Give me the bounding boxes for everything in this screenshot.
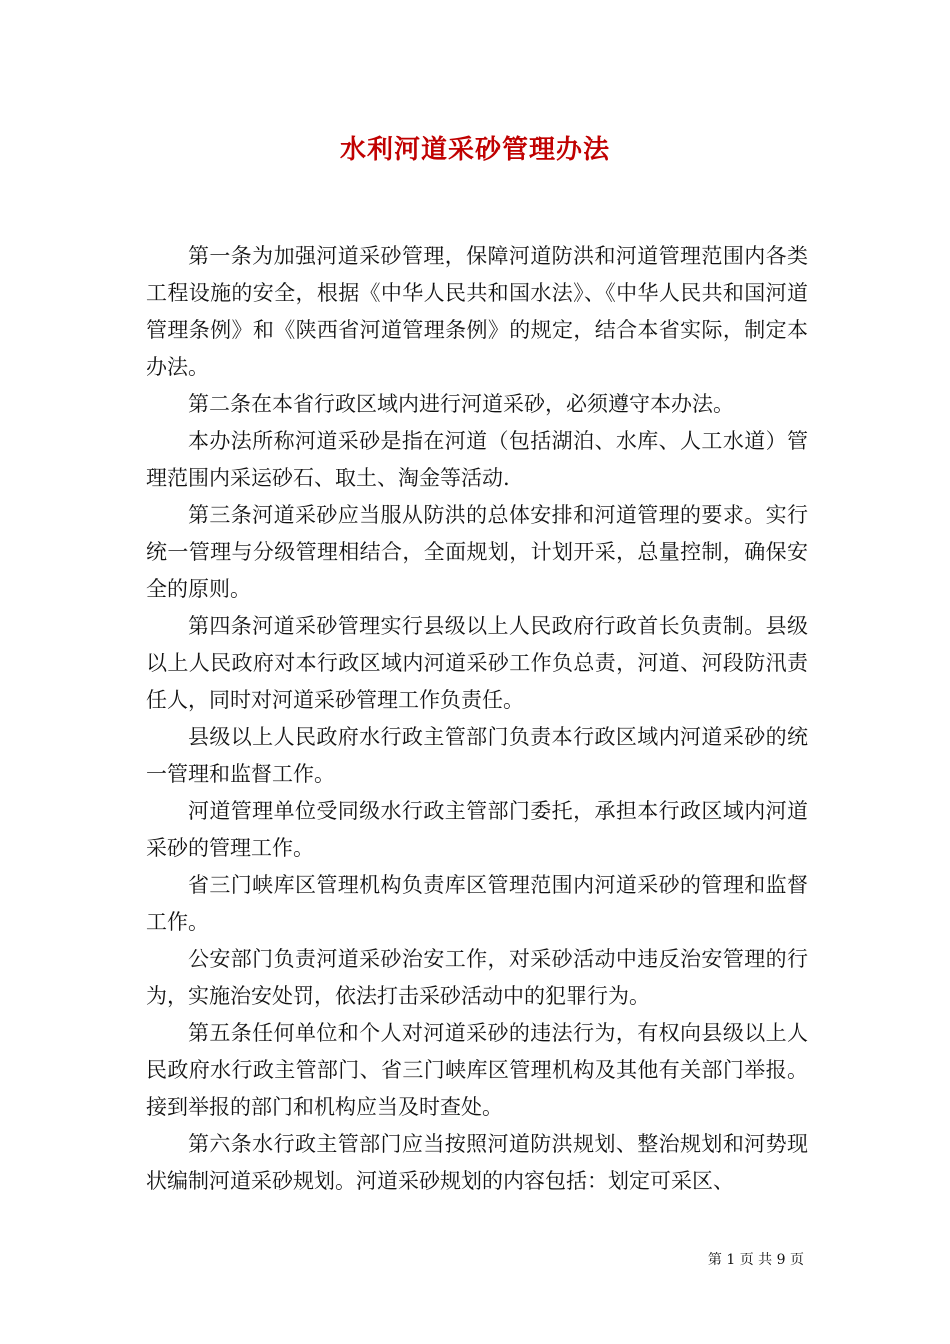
paragraph-river-management-unit: 河道管理单位受同级水行政主管部门委托，承担本行政区域内河道采砂的管理工作。: [146, 799, 808, 860]
paragraph-sanmenxia-agency: 省三门峡库区管理机构负责库区管理范围内河道采砂的管理和监督工作。: [146, 873, 808, 934]
paragraph-public-security: 公安部门负责河道采砂治安工作，对采砂活动中违反治安管理的行为，实施治安处罚，依法打击采砂活动中的犯罪行为。: [146, 947, 808, 1008]
document-body: [146, 238, 808, 1200]
paragraph-definition: 本办法所称河道采砂是指在河道（包括湖泊、水库、人工水道）管理范围内采运砂石、取土、淘金等活动.: [146, 429, 808, 490]
paragraph-water-authority: 县级以上人民政府水行政主管部门负责本行政区域内河道采砂的统一管理和监督工作。: [146, 725, 808, 786]
paragraph-article-3: 第三条河道采砂应当服从防洪的总体安排和河道管理的要求。实行统一管理与分级管理相结合，全面规划，计划开采，总量控制，确保安全的原则。: [146, 503, 808, 601]
paragraph-article-1: 第一条为加强河道采砂管理，保障河道防洪和河道管理范围内各类工程设施的安全，根据《中华人民共和国水法》、《中华人民共和国河道管理条例》和《陕西省河道管理条例》的规定，结合本省实际，制定本办法。: [146, 244, 808, 379]
page-number: 第 1 页 共 9 页: [707, 1252, 804, 1268]
paragraph-article-5: 第五条任何单位和个人对河道采砂的违法行为，有权向县级以上人民政府水行政主管部门、省三门峡库区管理机构及其他有关部门举报。接到举报的部门和机构应当及时查处。: [146, 1021, 808, 1119]
document-title: 水利河道采砂管理办法: [339, 135, 610, 165]
paragraph-article-4: 第四条河道采砂管理实行县级以上人民政府行政首长负责制。县级以上人民政府对本行政区域内河道采砂工作负总责，河道、河段防汛责任人，同时对河道采砂管理工作负责任。: [146, 614, 808, 712]
paragraph-article-6: 第六条水行政主管部门应当按照河道防洪规划、整治规划和河势现状编制河道采砂规划。河道采砂规划的内容包括：划定可采区、: [146, 1132, 808, 1193]
paragraph-article-2: 第二条在本省行政区域内进行河道采砂，必须遵守本办法。: [188, 392, 734, 416]
